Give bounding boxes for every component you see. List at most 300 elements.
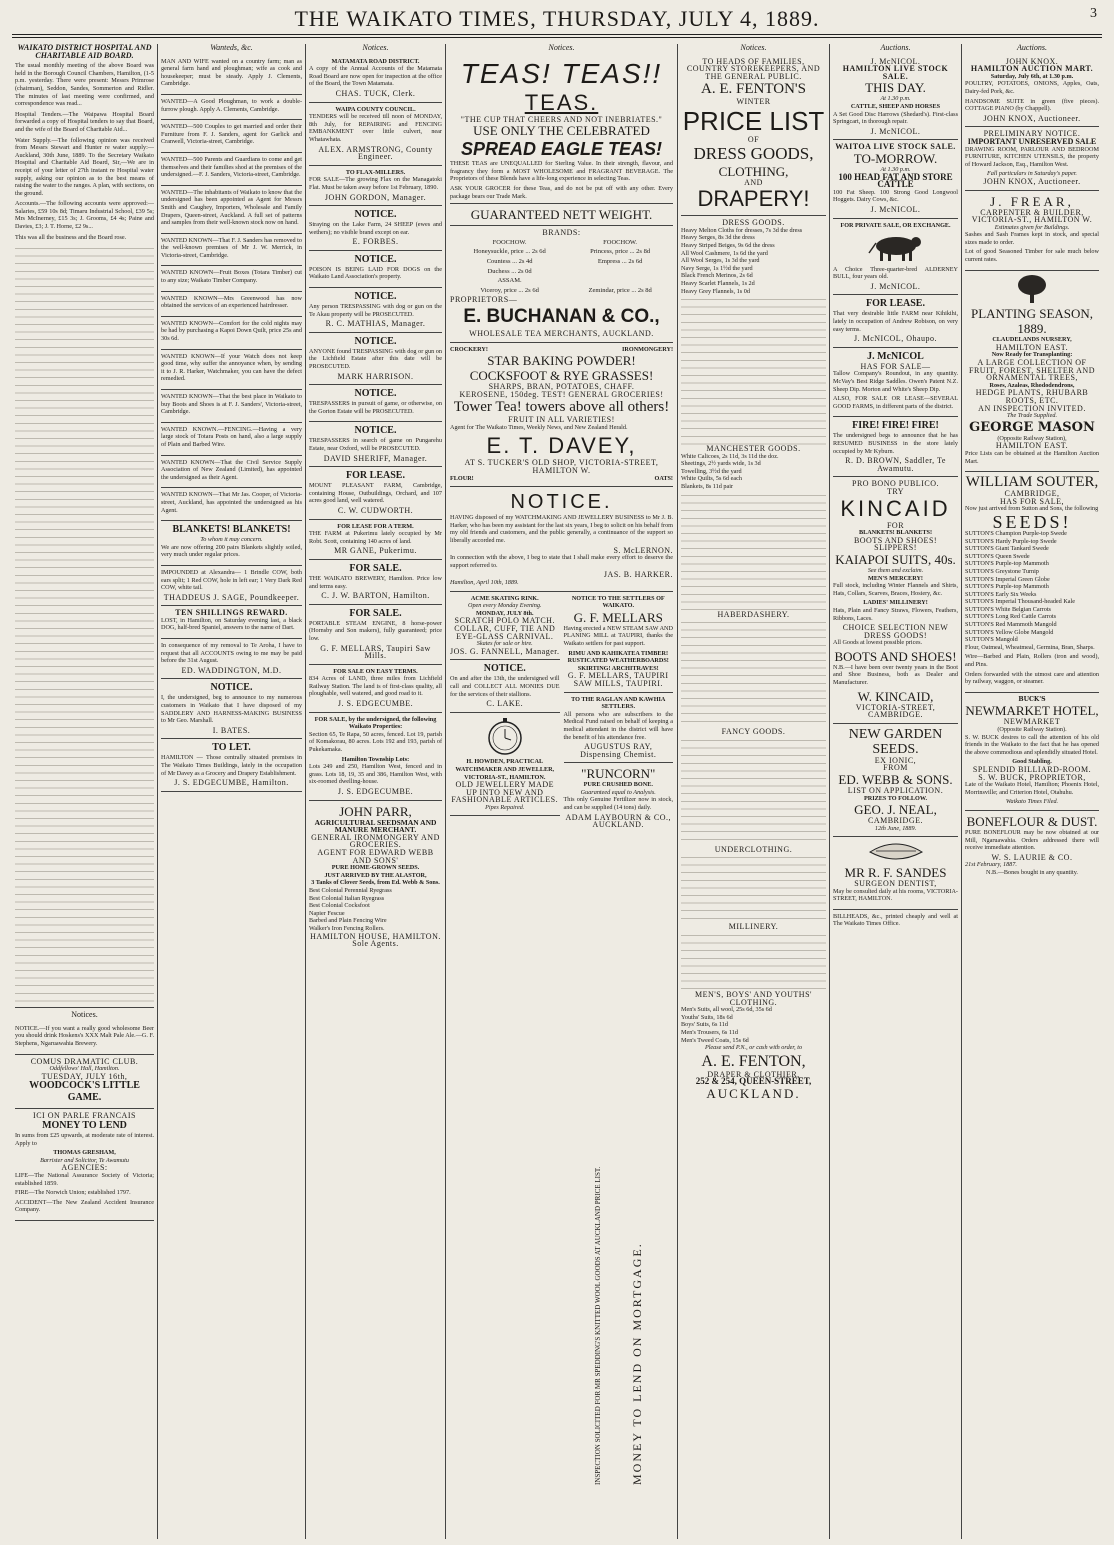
ad-heading: FOR LEASE FOR A TERM. xyxy=(337,522,414,530)
ad-title: SEEDS! xyxy=(992,511,1072,532)
brands-heading: BRANDS: xyxy=(542,228,581,238)
reward-ad xyxy=(161,606,302,639)
list-item: White Quilts, 5s 6d each xyxy=(681,475,743,483)
ad-subheading: AN INSPECTION INVITED. xyxy=(978,403,1086,413)
price-list-text-lines xyxy=(681,295,826,445)
rotated-ads-strip xyxy=(590,1090,678,1490)
mcnicol-sale-ad xyxy=(833,55,958,141)
list-item: SUTTON'S Imperial Green Globe xyxy=(965,575,1050,583)
notice-ad xyxy=(309,206,442,251)
wanted-ad xyxy=(161,423,302,456)
ad-text: WANTED KNOWN—That the best place in Waikato to buy Boots and Shoes is at F. J. Sanders', Victoria-street, Cambridge. xyxy=(161,393,302,416)
ad-text: Hats, Plain and Fancy Straws, Flowers, Feathers, Ribbons, Laces. xyxy=(833,606,958,622)
table-row xyxy=(452,258,671,266)
ad-subheading: LADIES' MILLINERY! xyxy=(863,599,928,607)
beer-notice xyxy=(15,1022,154,1055)
list-item: SUTTON'S Purple-top Mammoth xyxy=(965,560,1049,568)
list-item: Men's Tweed Coats, 15s 6d xyxy=(681,1036,749,1044)
ad-title: G. F. MELLARS xyxy=(573,609,663,625)
ad-title: WILLIAM SOUTER, xyxy=(965,474,1099,491)
price-list-text-lines xyxy=(681,931,826,991)
ad-signature: DAVID SHERIFF, Manager. xyxy=(323,453,428,463)
ad-title: KAIAPOI SUITS, 40s. xyxy=(835,551,956,567)
ad-signature: J. S. EDGECUMBE. xyxy=(337,699,414,709)
ad-subheading: HEDGE PLANTS, RHUBARB ROOTS, ETC. xyxy=(975,388,1089,405)
ad-subheading: Estimates given for Buildings. xyxy=(994,223,1070,231)
ad-signature: G. F. MELLARS, TAUPIRI SAW MILLS, TAUPIRI. xyxy=(567,671,669,688)
ad-subheading: Skates for sale or hire. xyxy=(476,640,533,648)
ad-label: FLOUR! xyxy=(450,474,474,482)
list-item: Heavy Grey Flannels, 1s 0d xyxy=(681,287,750,295)
column-7 xyxy=(962,44,1102,1539)
ad-text: LIFE—The National Assurance Society of Victoria; established 1859. xyxy=(15,1171,154,1187)
ad-title: DRAPERY! xyxy=(697,186,810,212)
wanted-ad xyxy=(161,350,302,390)
ad-heading: ICI ON PARLE FRANCAIS xyxy=(33,1111,136,1121)
ad-date: TUESDAY, JULY 16th, xyxy=(41,1071,128,1081)
wanted-ad xyxy=(161,120,302,153)
ad-text: Straying on the Lake Farm, 24 SHEEP (ewes and wethers); no visible brand except on ear. xyxy=(309,221,442,236)
auctions-heading: Auctions. xyxy=(1017,44,1047,52)
ad-text: DRAWING ROOM, PARLOUR AND BEDROOM FURNITURE, KITCHEN UTENSILS, the property of Howard Jackson, Esq., Hamilton West. xyxy=(965,145,1099,168)
table-cell: Zemindar, price ... 2s 8d xyxy=(588,286,652,294)
frear-builder-ad xyxy=(965,191,1099,271)
ad-text: Waikato Times Filed. xyxy=(1005,798,1059,806)
ad-signature: ADAM LAYBOURN & CO., AUCKLAND. xyxy=(565,812,671,830)
ad-heading: J. McNICOL xyxy=(867,350,924,362)
table-row xyxy=(452,287,671,295)
ad-footer: HAMILTON HOUSE, HAMILTON. Sole Agents. xyxy=(310,931,441,949)
ad-text: FOR SALE—The growing Flax on the Managatoki Flat. Must be taken away before 1st February, 1890. xyxy=(309,176,442,191)
ad-subheading: Hamilton Township Lots: xyxy=(341,755,410,763)
ad-heading: NOTICE. xyxy=(354,388,397,400)
list-item: Black French Merinos, 2s 6d xyxy=(681,272,753,280)
table-cell xyxy=(569,277,671,285)
ad-subheading: SURGEON DENTIST, xyxy=(854,879,937,888)
ad-heading: TO LET. xyxy=(212,742,251,754)
ad-title: HAMILTON LIVE STOCK SALE. xyxy=(842,64,949,81)
ad-text: N.B.—Bones bought in any quantity. xyxy=(986,868,1078,876)
list-item: Navy Serge, 1s 1½d the yard xyxy=(681,264,753,272)
ad-title: DRESS GOODS, xyxy=(693,143,814,163)
ad-text: May be consulted daily at his rooms, VICTORIA-STREET, HAMILTON. xyxy=(833,887,958,903)
fenton-price-list-ad xyxy=(681,55,826,1105)
table-cell: ASSAM. xyxy=(497,277,522,285)
ad-subheading: (Opposite Railway Station). xyxy=(997,726,1067,733)
ad-heading: NOTICE. xyxy=(354,209,397,221)
raglan-notice xyxy=(564,693,674,764)
ad-text: POULTRY, POTATOES, ONIONS, Apples, Oats, Dairy-fed Pork, &c. xyxy=(965,80,1099,95)
price-list-text-lines xyxy=(681,736,826,846)
ad-subheading: CLAUDELANDS NURSERY, xyxy=(992,336,1072,344)
ad-subheading: GENERAL IRONMONGERY AND GROCERIES. xyxy=(311,832,440,850)
notices-heading: Notices. xyxy=(71,1010,98,1020)
ad-title: JOHN PARR, xyxy=(339,803,412,819)
mellars-ad xyxy=(564,592,674,693)
ad-address: VICTORIA-STREET, CAMBRIDGE. xyxy=(855,702,936,720)
ad-subheading: SCRATCH POLO MATCH. xyxy=(454,616,555,626)
ad-signature: S. W. BUCK, PROPRIETOR, xyxy=(978,772,1086,782)
ad-signature: R. C. MATHIAS, Manager. xyxy=(325,319,426,329)
table-cell: Empress ... 2s 6d xyxy=(597,257,643,265)
ad-heading: NOTICE. xyxy=(354,253,397,265)
list-item: SUTTON'S Giant Tankard Swede xyxy=(965,545,1049,553)
ad-heading: AGENCIES: xyxy=(61,1163,108,1173)
ad-date: Saturday, July 6th, at 1.30 p.m. xyxy=(990,72,1074,80)
ad-text: MOUNT PLEASANT FARM, Cambridge, containing House, Outbuildings, Orchard, and 107 acres good land, well watered. xyxy=(309,482,442,505)
waitoa-sale-ad xyxy=(833,140,958,218)
ad-text: HAMILTON — Those centrally situated premises in The Waikato Times Buildings, lately in the occupation of Mr Davey as a Grocery and Drapery Establishment. xyxy=(161,754,302,777)
ad-heading: FOR SALE. xyxy=(349,562,402,574)
ad-date: 21st February, 1887. xyxy=(965,861,1017,869)
notice-ad xyxy=(309,55,442,103)
fire-ad xyxy=(833,417,958,477)
ad-title: MONEY TO LEND xyxy=(42,1120,127,1131)
unreserved-sale-ad xyxy=(965,127,1099,190)
list-item: Blankets, 8s 11d pair xyxy=(681,483,734,491)
ad-subheading: STAR BAKING POWDER! xyxy=(487,353,636,369)
ad-date: THIS DAY. xyxy=(865,80,926,96)
masthead-title: THE WAIKATO TIMES, THURSDAY, JULY 4, 1889. xyxy=(294,6,820,31)
ad-text: Agent for The Waikato Times, Weekly News, and New Zealand Herald. xyxy=(450,423,628,431)
ad-text: Barrister and Solicitor, Te Awamutu xyxy=(40,1156,129,1164)
ad-subheading: AGENT FOR EDWARD WEBB AND SONS' xyxy=(317,847,434,865)
ad-heading: FOR LEASE. xyxy=(866,298,925,310)
ad-text: TRESPASSERS in search of game on Pungarehu Estate, near Oxford, will be PROSECUTED. xyxy=(309,437,442,452)
ad-text: THESE TEAS are UNEQUALLED for Sterling Value. In their strength, flavour, and fragrancy they form a MOST WHOLESOME and FRAGRANT BEVERAGE. The Proprietors of these Blends have a life-long experience in selecting Teas. xyxy=(450,160,673,183)
list-item: Walker's Iron Fencing Rollers. xyxy=(309,924,385,932)
list-item: Best Colonial Italian Ryegrass xyxy=(309,894,385,902)
notice-ad xyxy=(309,166,442,206)
list-item: Towelling, 3½d the yard xyxy=(681,467,742,475)
ad-text: THE WAIKATO BREWERY, Hamilton. Price low and terms easy. xyxy=(309,574,442,590)
ad-subheading: PURE CRUSHED BONE. xyxy=(583,781,653,789)
ad-text: In sums from £25 upwards, at moderate rate of interest. Apply to xyxy=(15,1132,154,1147)
ad-text: Wire—Barbed and Plain, Rollers (iron and wood), and Pins. xyxy=(965,653,1099,669)
ad-text: Now just arrived from Sutton and Sons, the following xyxy=(965,505,1099,513)
sale-ad xyxy=(309,665,442,713)
ad-text: Fall particulars in Saturday's paper. xyxy=(987,170,1077,178)
boneflour-ad xyxy=(965,811,1099,881)
ad-text: FIRE—The Norwich Union; established 1797. xyxy=(15,1189,131,1197)
ad-text: A Set Good Disc Harrows (Shedard's). First-class Springcart, in thorough repair. xyxy=(833,110,958,126)
ad-title: TEAS! TEAS!! xyxy=(460,57,663,89)
price-list-text-lines xyxy=(681,491,826,611)
list-item: Men's Suits, all wool, 25s 6d, 35s 6d xyxy=(681,1006,772,1014)
ad-subheading: RIMU AND KAHIKATEA TIMBER! xyxy=(568,649,669,657)
ad-subheading: Roses, Azaleas, Rhododendrons, xyxy=(989,381,1075,389)
ad-subheading: BLANKETS! BLANKETS! xyxy=(858,529,933,537)
ad-text: Orders forwarded with the utmost care and attention by railway, waggon, or steamer. xyxy=(965,670,1099,686)
ad-text: WANTED KNOWN—Fruit Boxes (Totara Timber) cut to any size; Waikato Timber Company. xyxy=(161,269,302,285)
ad-subheading: WINTER xyxy=(736,97,771,107)
dress-goods-list xyxy=(681,227,826,295)
ad-row xyxy=(450,475,673,483)
ad-subheading: KEROSENE, 150deg. TEST! GENERAL GROCERIES! xyxy=(459,389,664,399)
runcorn-ad xyxy=(564,763,674,833)
blankets-ad xyxy=(161,521,302,566)
ad-title: NOTICE. xyxy=(510,491,613,514)
ad-subheading: CATTLE, SHEEP AND HORSES xyxy=(850,102,941,110)
list-item: All Wool Serges, 1s 3d the yard xyxy=(681,257,760,265)
ad-title: IMPORTANT UNRESERVED SALE xyxy=(967,136,1097,146)
ad-heading: J. McNICOL. xyxy=(870,56,921,66)
ad-text: Flour, Oatmeal, Wheatmeal, Germina, Bran, Sharps. xyxy=(965,643,1095,651)
list-item: SUTTON'S Imperial Thousand-headed Kale xyxy=(965,598,1075,606)
list-item: Heavy Serges, 8s 3d the dress xyxy=(681,234,755,242)
lake-notice xyxy=(450,660,560,712)
ad-subheading: COCKSFOOT & RYE GRASSES! xyxy=(469,368,654,384)
removal-ad xyxy=(161,639,302,679)
page-number: 3 xyxy=(1090,6,1098,21)
ad-subheading: HAS FOR SALE, xyxy=(999,496,1065,506)
ad-subheading: CAMBRIDGE, xyxy=(1004,489,1060,499)
ad-text: ANYONE found TRESPASSING with dog or gun on the Lichfield Estate after this date will be PROSECUTED. xyxy=(309,347,442,371)
bull-icon xyxy=(866,229,926,263)
ad-name: GEORGE MASON xyxy=(969,419,1095,435)
ad-heading: TEN SHILLINGS REWARD. xyxy=(175,608,288,618)
ad-subheading: RUSTICATED WEATHERBOARDS! SKIRTING! ARCHITRAVES! xyxy=(567,657,669,672)
ad-subheading: Pipes Repaired. xyxy=(485,803,525,811)
wanteds-heading: Wanteds, &c. xyxy=(210,44,253,52)
ad-text: Tallow Company's Roundout, in any quantity. McVay's Best Ridge Saddles. Owen's Patent N.Z. Sheep Dip. Morton and White's Sheep Dip. xyxy=(833,370,958,393)
ad-subheading: SHARPS, BRAN, POTATOES, CHAFF. xyxy=(488,382,635,392)
section-heading: HABERDASHERY. xyxy=(717,609,790,619)
sale-ad xyxy=(309,605,442,665)
section-heading: MANCHESTER GOODS. xyxy=(706,444,801,454)
ad-subheading: (Opposite Railway Station), xyxy=(997,434,1067,442)
ad-name: ED. WEBB & SONS. xyxy=(838,772,953,788)
ad-subheading: AT S. TUCKER'S OLD SHOP, VICTORIA-STREET, HAMILTON W. xyxy=(464,458,659,476)
ad-subheading: AGRICULTURAL SEEDSMAN AND MANURE MERCHANT. xyxy=(314,817,437,835)
ad-text: 100 Fat Sheep. 100 Strong Good Longwool Hoggets. Dairy Cows, &c. xyxy=(833,188,958,204)
ad-text: Late of the Waikato Hotel, Hamilton; Phoenix Hotel, Morrinsville; and Criterion Hotel, Otahuhu. xyxy=(965,781,1099,796)
ad-subheading: BOOTS AND SHOES! SLIPPERS! xyxy=(853,535,938,553)
ad-text: WANTED KNOWN—Mrs Greenwood has now obtained the services of an experienced hairdresser. xyxy=(161,294,302,310)
ad-text: Section 65, Te Rapa, 50 acres, fenced. Lot 19, parish of Komakorau, 80 acres. Lots 192 and 193, parish of Pukekamaka. xyxy=(309,730,442,754)
list-item: Heavy Scarlet Flannels, 1s 2d xyxy=(681,279,755,287)
masthead-rule-2 xyxy=(12,37,1102,38)
ad-subheading: SPLENDID BILLIARD-ROOM. xyxy=(972,764,1092,774)
ad-signature: C. LAKE. xyxy=(486,699,524,709)
private-sale-ad xyxy=(833,219,958,296)
ad-heading: MATAMATA ROAD DISTRICT. xyxy=(331,57,420,65)
ad-subheading: USE ONLY THE CELEBRATED xyxy=(473,123,650,139)
ad-title: A. E. FENTON, xyxy=(701,1052,806,1070)
table-row xyxy=(452,268,671,276)
masthead xyxy=(0,6,1114,32)
notice-ad xyxy=(309,288,442,333)
list-item: SUTTON'S Hardy Purple-top Swede xyxy=(965,537,1057,545)
ad-text: N.B.—I have been over twenty years in the Boot and Shoe Business, both as Dealer and Manufacturer. xyxy=(833,663,958,687)
ad-title: TEAS. xyxy=(524,89,599,115)
ad-text: ALSO, FOR SALE OR LEASE—SEVERAL GOOD FARMS, in different parts of the district. xyxy=(833,395,958,410)
ad-text: In consequence of my removal to Te Aroha, I have to request that all ACCOUNTS owing to me may be paid before the 31st August. xyxy=(161,642,302,665)
ad-text: HAVING disposed of my WATCHMAKING AND JEWELLERY BUSINESS to Mr J. B. Harker, who has been my assistant for the last six years, I beg to solicit on his behalf from my old friends and customers, and the public generally, a continuance of the support so liberally accorded me. xyxy=(450,514,673,545)
saddlery-notice xyxy=(161,679,302,739)
ad-subheading: 100 HEAD FAT AND STORE CATTLE xyxy=(838,171,953,190)
ad-text: NOTICE.—If you want a really good wholesome Beer you should drink Hoskens's XXX Malt Pale Ale.—G. F. Stephens, Ngaruawahia Brewery. xyxy=(15,1024,154,1048)
ad-subheading: Good Stabling. xyxy=(1012,758,1052,766)
ad-title: PRICE LIST xyxy=(682,105,825,136)
ad-text: PORTABLE STEAM ENGINE, 8 horse-power (Hornsby and Son makers), fully guaranteed; price low. xyxy=(309,619,442,642)
ad-subheading: 3 Tanks of Clover Seeds, from Ed. Webb & Sons. xyxy=(311,879,440,887)
ad-subheading: The Trade Supplied. xyxy=(1006,412,1058,420)
notice-ad xyxy=(309,251,442,288)
nursery-ad xyxy=(965,271,1099,473)
billheads-ad xyxy=(833,910,958,934)
ad-name: THOMAS GRESHAM, xyxy=(53,1149,116,1157)
ad-subheading: LIST ON APPLICATION. xyxy=(847,786,944,796)
ad-text: The undersigned begs to announce that he has RESUMED BUSINESS in the store lately occupied by Mr Kyburn. xyxy=(833,432,958,455)
ad-date: MONDAY, JULY 8th. xyxy=(475,609,534,617)
section-heading: FANCY GOODS. xyxy=(721,727,786,737)
watchmaking-notice xyxy=(450,487,673,591)
ad-text: Having erected a NEW STEAM SAW AND PLANING MILL at TAUPIRI, thanks the Waikato settlers for past support. xyxy=(563,624,673,647)
ad-label: OATS! xyxy=(654,474,673,482)
ad-text: On and after the 13th, the undersigned will call and COLLECT ALL MONIES DUE for the services of their stallions. xyxy=(450,675,560,698)
ad-name: W. KINCAID, xyxy=(857,688,934,704)
ad-heading: TO FLAX-MILLERS. xyxy=(345,168,406,176)
list-item: All Wool Cashmere, 1s 6d the yard xyxy=(681,249,768,257)
list-item: Best Colonial Perennial Ryegrass xyxy=(309,886,392,894)
ad-signature: W. S. LAURIE & CO. xyxy=(991,852,1073,862)
wanted-ad xyxy=(161,95,302,120)
notices-heading: Notices. xyxy=(740,44,767,52)
wanted-ad xyxy=(161,390,302,423)
ad-title: BONEFLOUR & DUST. xyxy=(966,813,1098,829)
sub-column-left xyxy=(450,592,560,833)
ad-text: PURE BONEFLOUR may be now obtained at our Mill, Ngaruawahia. Orders addressed there will receive immediate attention. xyxy=(965,828,1099,852)
garden-seeds-ad xyxy=(833,724,958,838)
money-lend-ad xyxy=(15,1109,154,1221)
spread-eagle-teas-ad xyxy=(450,55,673,343)
ad-title: A. E. FENTON'S xyxy=(701,81,806,98)
list-item: Heavy Striped Beiges, 9s 6d the dress xyxy=(681,241,775,249)
ad-subheading: FRUIT IN ALL VARIETIES! xyxy=(508,415,615,425)
article-paragraph: Accounts.—The following accounts were approved:—Salaries, £59 10s 8d; Timaru Industrial School, £39 5s; Mrs McInerney, £15 3s; J. Grooms, £4 4s; Paine and Davies, £3; J. T. Horne, £2 9s... xyxy=(15,200,154,231)
notices-heading: Notices. xyxy=(548,44,575,52)
notice-ad xyxy=(309,422,442,467)
ad-signature: E. FORBES. xyxy=(352,237,399,247)
ad-subheading: CLOTHING, xyxy=(718,163,789,179)
ad-text: WANTED KNOWN—If your Watch does not keep good time, why suffer the annoyance when, by sending it to J. R. Harker, Watchmaker, you can have the defect remedied. xyxy=(161,352,302,383)
ad-text: MAN AND WIFE wanted on a country farm; man as general farm hand and ploughman; wife as cook and housekeeper; must be steady. Apply J. Clements, Cambridge. xyxy=(161,57,302,88)
table-cell: Duchess ... 2s 0d xyxy=(487,267,532,275)
ad-subheading: NEWMARKET xyxy=(1003,717,1061,727)
list-item: Best Colonial Cocksfoot xyxy=(309,902,370,910)
ad-subheading: Waikato Properties: xyxy=(348,723,403,731)
howden-watch-ad xyxy=(450,713,560,817)
ad-text: Sashes and Sash Frames kept in stock, and special sizes made to order. xyxy=(965,231,1099,246)
table-cell: Honeysuckle, price ... 2s 6d xyxy=(473,248,546,256)
ad-title: MR R. F. SANDES xyxy=(844,865,947,880)
ad-signature: J. McNICOL. xyxy=(870,126,921,136)
ad-heading: FOR PRIVATE SALE, OR EXCHANGE. xyxy=(840,221,951,229)
list-item: SUTTON'S Greystone Turnip xyxy=(965,567,1039,575)
ad-label: PROPRIETORS— xyxy=(450,295,518,305)
ad-text: WANTED—A Good Ploughman, to work a double-furrow plough. Apply A. Clements, Cambridge. xyxy=(161,97,302,113)
ad-signature: JAS. B. HARKER. xyxy=(603,570,673,580)
column-3 xyxy=(306,44,446,1539)
ad-text: THE FARM at Pukerimu lately occupied by Mr Robt. Scott, containing 140 acres of land. xyxy=(309,530,442,545)
ad-heading: FOR LEASE. xyxy=(346,470,405,482)
list-item: Boys' Suits, 6s 11d xyxy=(681,1021,728,1029)
ad-subheading: TRY xyxy=(886,486,905,496)
ad-text: TRESPASSERS in pursuit of game, or otherwise, on the Gorton Estate will be PROSECUTED. xyxy=(309,400,442,415)
properties-ad xyxy=(309,713,442,801)
wanted-ad xyxy=(161,153,302,186)
ad-heading: NOTICE. xyxy=(354,291,397,303)
ad-date: 12th June, 1889. xyxy=(874,824,917,832)
table-row xyxy=(452,277,671,285)
ad-subheading: PRIZES TO FOLLOW. xyxy=(864,794,927,802)
ad-signature: JOS. G. FANNELL, Manager. xyxy=(450,646,560,656)
ad-title: NEWMARKET HOTEL, xyxy=(965,703,1099,719)
ad-heading: FOR SALE ON EASY TERMS. xyxy=(333,667,418,675)
davey-ad xyxy=(450,343,673,488)
ad-signature: G. F. MELLARS, Taupiri Saw Mills. xyxy=(320,643,431,661)
ad-text: In connection with the above, I beg to state that I shall make every effort to deserve the support referred to. xyxy=(450,554,673,569)
ad-subheading: To whom it may concern. xyxy=(200,536,263,544)
article-paragraph: Water Supply.—The following opinion was received from Messrs Stewart and Hunter re water supply:—Auckland, 30th June, 1889. To the Secretary Waikato Hospital and Charitable Aid Board, Sir,—We are in receipt of your letter of 27th instant re Hospital water supply, asking our opinion as to the best means of raising the water to the ranges. A plan, with sections, on the ground. xyxy=(15,136,154,197)
ad-text: All Goods at lowest possible prices. xyxy=(833,639,923,647)
ad-city: AUCKLAND. xyxy=(706,1085,801,1101)
ad-signature: J. S. EDGECUMBE, Hamilton. xyxy=(174,778,289,788)
ad-title: WOODCOCK'S LITTLE GAME. xyxy=(29,1080,140,1104)
dentures-icon xyxy=(866,840,926,862)
column-6 xyxy=(830,44,962,1539)
column-2 xyxy=(158,44,306,1539)
ad-subheading: EX IONIC, xyxy=(874,755,917,765)
price-list-text-lines xyxy=(681,853,826,923)
lease-ad xyxy=(833,295,958,347)
to-let-ad xyxy=(161,739,302,791)
notice-ad xyxy=(309,385,442,422)
ad-heading: NOTICE. xyxy=(354,425,397,437)
wanted-ad xyxy=(161,488,302,521)
column-1 xyxy=(12,44,158,1539)
notice-ad xyxy=(309,333,442,385)
ad-subheading: FROM xyxy=(883,763,908,773)
ad-subheading: GUARANTEED NETT WEIGHT. xyxy=(470,207,653,223)
ad-heading: FOR SALE, by the undersigned, the following xyxy=(314,715,437,723)
ad-signature: JOHN KNOX, Auctioneer. xyxy=(983,113,1081,123)
ad-address: CAMBRIDGE. xyxy=(867,816,923,826)
ad-subheading: TO HEADS OF FAMILIES, COUNTRY STOREKEEPERS, AND THE GENERAL PUBLIC. xyxy=(686,56,821,81)
ad-text: WANTED KNOWN—Comfort for the cold nights may be had by purchasing a Kapoi Down Quilt, price 25s and 30s 6d. xyxy=(161,319,302,343)
ad-text: A Choice Three-quarter-bred ALDERNEY BULL, four years old. xyxy=(833,265,958,281)
list-item: Men's Trousers, 6s 11d xyxy=(681,1029,738,1036)
ad-title: J. FREAR, xyxy=(990,193,1074,209)
skating-rink-ad xyxy=(450,592,560,661)
wanted-ad xyxy=(161,266,302,291)
ad-heading: JOHN KNOX. xyxy=(1005,56,1059,66)
ad-text: WANTED KNOWN.—FENCING.—Having a very large stock of Totara Posts on hand, also a large supply of Plain and Barbed Wire. xyxy=(161,425,302,448)
sale-ad xyxy=(309,560,442,605)
ad-text: Any person TRESPASSING with dog or gun on the Te Akau property will be PROSECUTED. xyxy=(309,303,442,318)
ad-label: CROCKERY! xyxy=(450,345,488,353)
ad-signature: JOHN KNOX, Auctioneer. xyxy=(983,176,1081,186)
ad-text: 834 Acres of LAND, three miles from Lichfield Railway Station. The land is of first-class quality, all ploughable, well watered, and good road to it. xyxy=(309,675,442,698)
ad-text: Lot of good Seasoned Timber for sale much below current rates. xyxy=(965,248,1099,264)
wanted-ad xyxy=(161,292,302,317)
sub-column-right xyxy=(564,592,674,833)
brands-table xyxy=(450,237,673,297)
ad-time: At 1.30 p.m. xyxy=(880,165,911,173)
wanted-ad xyxy=(161,186,302,234)
ad-text: TENDERS will be received till noon of MONDAY, 8th July, for REPAIRING and FENCING EMBANKMENT over little culvert, near Whatawhata. xyxy=(309,113,442,143)
